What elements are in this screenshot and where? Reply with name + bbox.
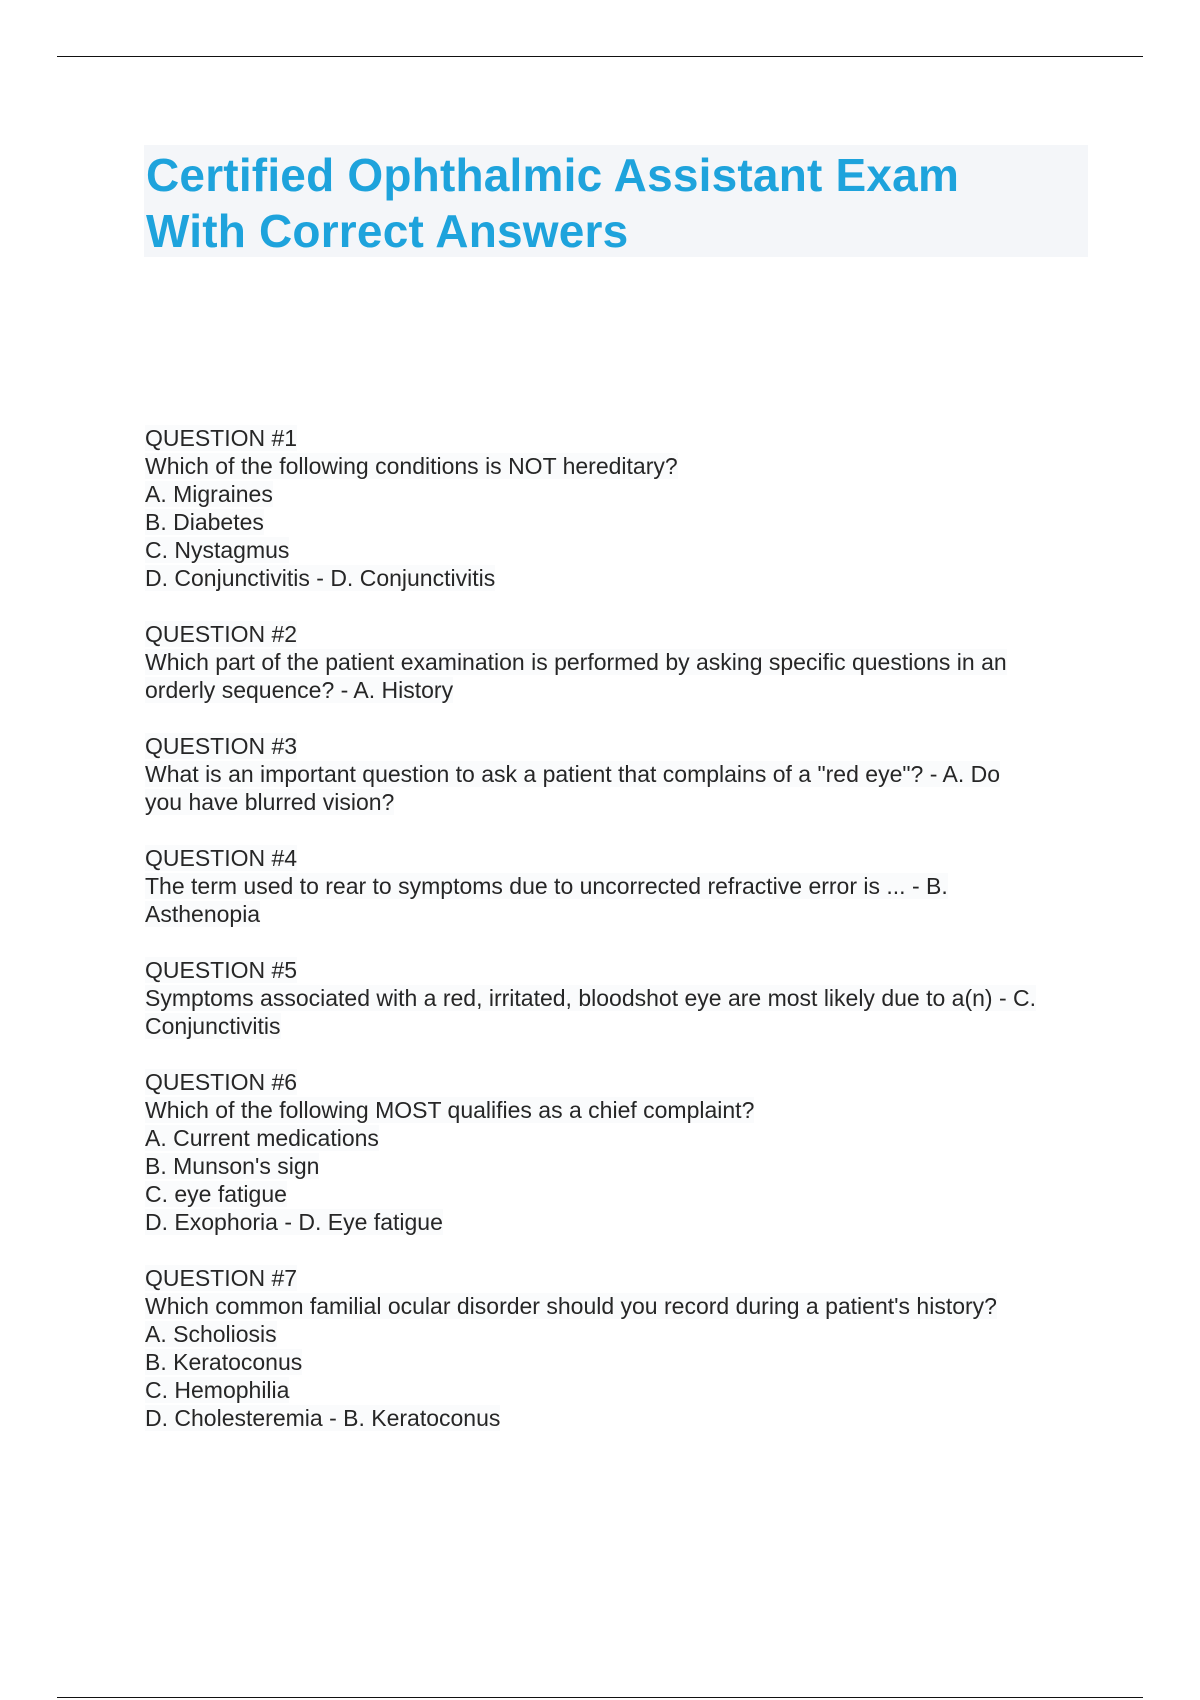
question-3 [145,732,1095,816]
question-text: The term used to rear to symptoms due to uncorrected refractive error is ... - B. [145,873,948,899]
question-7 [145,1264,1095,1432]
document-title-line-1: Certified Ophthalmic Assistant Exam [146,149,960,201]
answer-option: A. Migraines [145,481,273,507]
question-text: Which of the following MOST qualifies as a chief complaint? [145,1097,755,1123]
answer-option: B. Keratoconus [145,1349,303,1375]
question-heading: QUESTION #1 [145,425,298,451]
question-2 [145,620,1095,704]
question-6 [145,1068,1095,1236]
question-text: orderly sequence? - A. History [145,677,454,703]
question-heading: QUESTION #5 [145,957,298,983]
question-text: Conjunctivitis [145,1013,281,1039]
question-text: Asthenopia [145,901,261,927]
answer-option: C. Hemophilia [145,1377,290,1403]
answer-option: C. Nystagmus [145,537,290,563]
answer-option: A. Current medications [145,1125,379,1151]
question-4 [145,844,1095,928]
document-title-line-2: With Correct Answers [146,205,629,257]
answer-option: B. Diabetes [145,509,264,535]
question-heading: QUESTION #6 [145,1069,298,1095]
answer-option: D. Conjunctivitis - D. Conjunctivitis [145,565,496,591]
question-heading: QUESTION #3 [145,733,298,759]
question-text: What is an important question to ask a patient that complains of a "red eye"? - A. Do [145,761,1001,787]
question-5 [145,956,1095,1040]
answer-option: A. Scholiosis [145,1321,277,1347]
top-rule [57,56,1143,57]
question-1 [145,424,1095,592]
answer-option: C. eye fatigue [145,1181,287,1207]
question-text: Which part of the patient examination is performed by asking specific questions in an [145,649,1007,675]
question-heading: QUESTION #2 [145,621,298,647]
question-heading: QUESTION #7 [145,1265,298,1291]
answer-option: D. Exophoria - D. Eye fatigue [145,1209,443,1235]
bottom-rule [57,1697,1143,1698]
question-text: Symptoms associated with a red, irritated, bloodshot eye are most likely due to a(n) - C. [145,985,1037,1011]
answer-option: D. Cholesteremia - B. Keratoconus [145,1405,501,1431]
question-text: Which common familial ocular disorder should you record during a patient's history? [145,1293,997,1319]
question-text: Which of the following conditions is NOT hereditary? [145,453,678,479]
question-text: you have blurred vision? [145,789,395,815]
question-heading: QUESTION #4 [145,845,298,871]
answer-option: B. Munson's sign [145,1153,320,1179]
question-list [145,424,1095,1432]
